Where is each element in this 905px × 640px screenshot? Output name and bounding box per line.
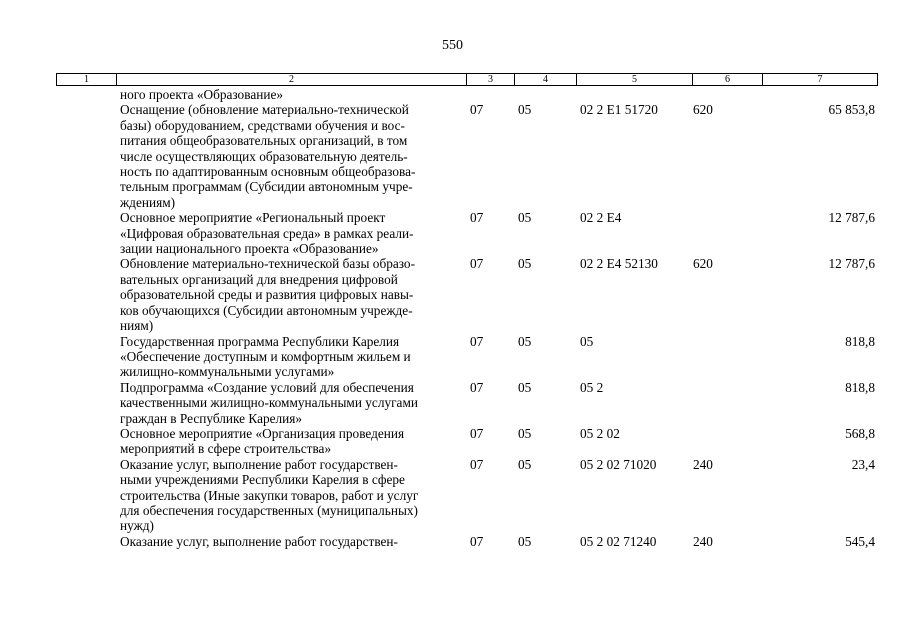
row-description: Государственная программа Республики Карелия «Обеспечение доступным и комфортным жильем и жилищно-коммунальными услугами»	[120, 333, 411, 380]
row-subsection-code: 05	[518, 425, 532, 441]
row-subsection-code: 05	[518, 533, 532, 549]
row-description: Основное мероприятие «Региональный проект «Цифровая образовательная среда» в рамках реали- зации национального проекта «Образование»	[120, 210, 414, 257]
row-target-code: 05 2 02 71240	[580, 533, 657, 549]
column-4-header: 4	[515, 74, 577, 85]
row-subsection-code: 05	[518, 210, 532, 226]
row-amount: 568,8	[845, 425, 875, 441]
row-description: Оказание услуг, выполнение работ государствен-	[120, 533, 398, 549]
row-subsection-code: 05	[518, 102, 532, 118]
row-section-code: 07	[470, 425, 484, 441]
row-description: Основное мероприятие «Организация проведения мероприятий в сфере строительства»	[120, 425, 405, 457]
row-description: Подпрограмма «Создание условий для обеспечения качественными жилищно-коммунальными услугами граждан в Республике Карелия»	[120, 379, 418, 426]
row-expense-type-code: 240	[693, 456, 713, 472]
row-expense-type-code: 620	[693, 102, 713, 118]
row-target-code: 05 2 02 71020	[580, 456, 657, 472]
row-expense-type-code: 620	[693, 256, 713, 272]
column-5-header: 5	[577, 74, 693, 85]
table-row	[0, 102, 905, 210]
row-description: Оказание услуг, выполнение работ государствен- ными учреждениями Республики Карелия в сфере строительства (Иные закупки товаров, работ и услуг для обеспечения государственных (муниципальных) нужд)	[120, 456, 419, 534]
row-subsection-code: 05	[518, 379, 532, 395]
row-section-code: 07	[470, 456, 484, 472]
table-row	[0, 426, 905, 457]
row-section-code: 07	[470, 210, 484, 226]
row-target-code: 05 2	[580, 379, 604, 395]
row-description: Обновление материально-технической базы образо- вательных организаций для внедрения цифровой образовательной среды и развития цифровых навы- ков обучающихся (Субсидии автономным учрежде- ниям)	[120, 256, 416, 334]
row-amount: 545,4	[845, 533, 875, 549]
row-target-code: 02 2 E4 52130	[580, 256, 658, 272]
row-target-code: 02 2 E4	[580, 210, 622, 226]
column-6-header: 6	[693, 74, 763, 85]
row-description: ного проекта «Образование»	[120, 87, 283, 102]
row-amount: 818,8	[845, 333, 875, 349]
row-target-code: 02 2 E1 51720	[580, 102, 658, 118]
row-section-code: 07	[470, 333, 484, 349]
row-target-code: 05 2 02	[580, 425, 620, 441]
column-1-header: 1	[57, 74, 117, 85]
row-expense-type-code: 240	[693, 533, 713, 549]
row-amount: 23,4	[851, 456, 875, 472]
row-subsection-code: 05	[518, 456, 532, 472]
table-row	[0, 87, 905, 102]
row-amount: 12 787,6	[828, 256, 875, 272]
column-3-header: 3	[467, 74, 515, 85]
page-number: 550	[442, 38, 463, 53]
table-row	[0, 534, 905, 549]
row-target-code: 05	[580, 333, 594, 349]
budget-table-body	[0, 87, 905, 549]
table-row	[0, 256, 905, 333]
row-section-code: 07	[470, 533, 484, 549]
row-amount: 65 853,8	[828, 102, 875, 118]
column-7-header: 7	[817, 74, 823, 85]
row-description: Оснащение (обновление материально-технической базы) оборудованием, средствами обучения и вос- питания общеобразовательных организаций, в том числе осуществляющих образовательную деятель- ность по адаптированным основным общеобразова- тельным программам (Субсидии автономным учре- ждениям)	[120, 102, 416, 210]
table-row	[0, 457, 905, 534]
row-subsection-code: 05	[518, 256, 532, 272]
table-row	[0, 210, 905, 256]
column-2-header: 2	[117, 74, 467, 85]
table-row	[0, 334, 905, 380]
column-number-header	[56, 73, 878, 86]
row-section-code: 07	[470, 256, 484, 272]
row-section-code: 07	[470, 102, 484, 118]
row-amount: 818,8	[845, 379, 875, 395]
row-subsection-code: 05	[518, 333, 532, 349]
row-amount: 12 787,6	[828, 210, 875, 226]
row-section-code: 07	[470, 379, 484, 395]
table-row	[0, 380, 905, 426]
